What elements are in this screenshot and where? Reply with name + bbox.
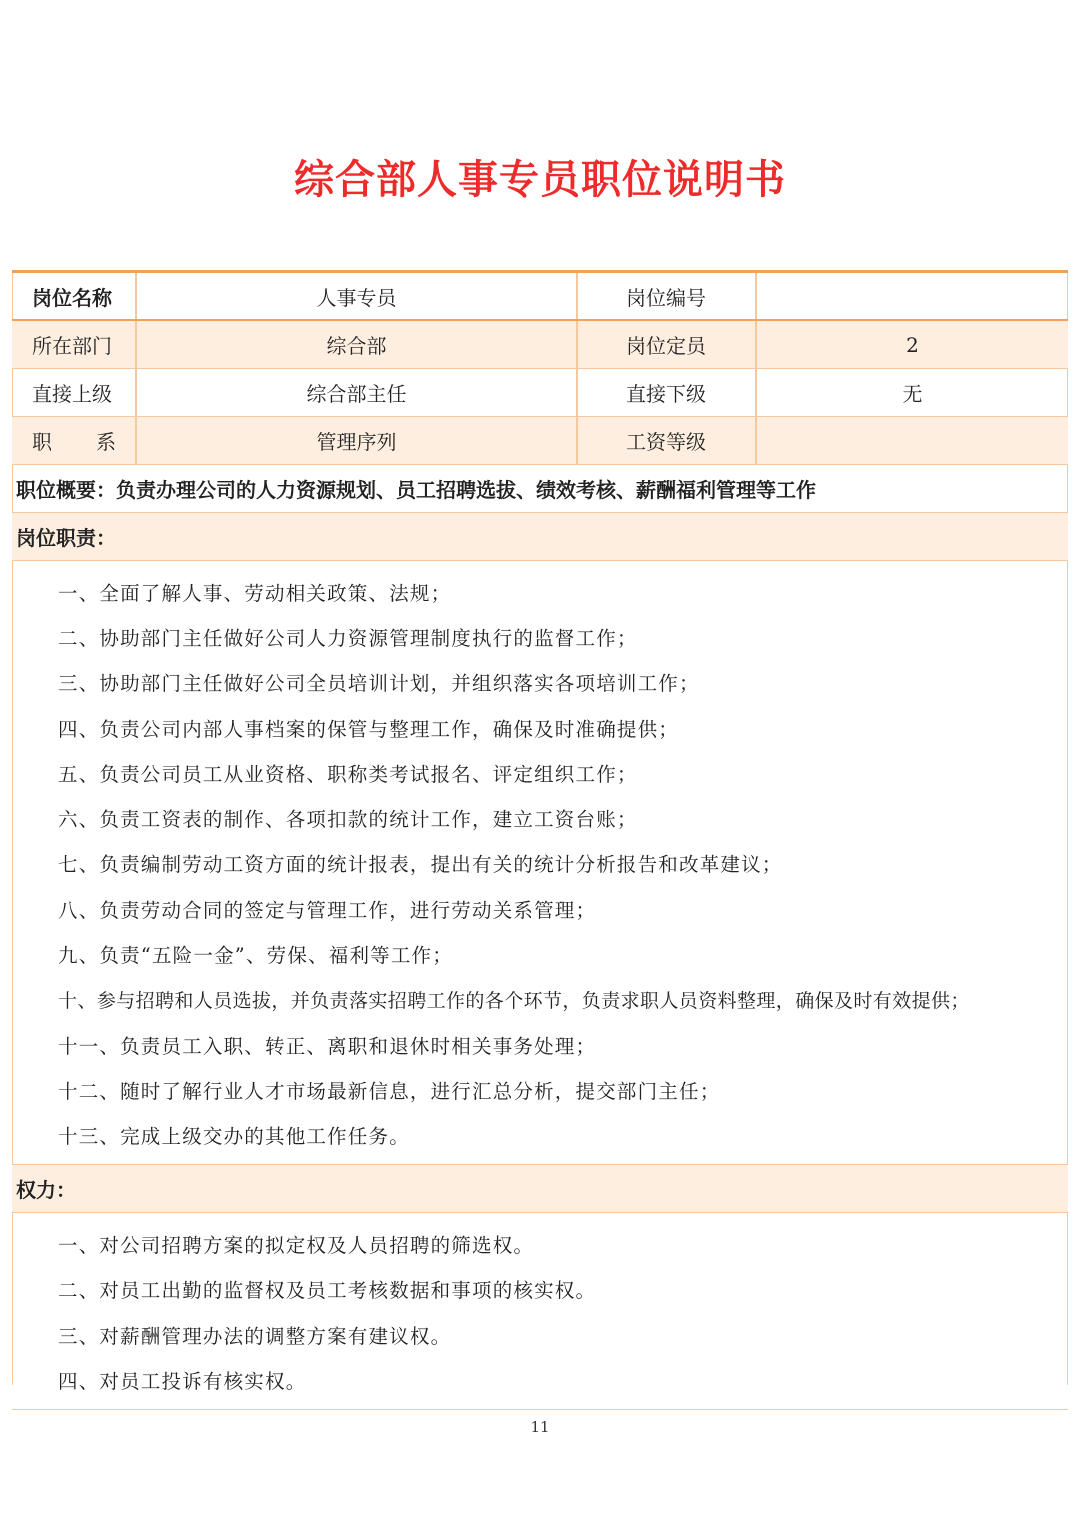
list-item: 四、对员工投诉有核实权。 [58,1370,307,1394]
value-headcount: 2 [906,332,919,357]
label-job-series-char1: 职 [32,430,52,454]
list-item: 三、对薪酬管理办法的调整方案有建议权。 [58,1324,452,1348]
table-row [12,321,1068,369]
document-title: 综合部人事专员职位说明书 [294,157,786,203]
list-item: 七、负责编制劳动工资方面的统计报表，提出有关的统计分析报告和改革建议； [58,853,783,877]
value-salary-grade [757,417,1068,464]
duties-list [12,561,1068,1165]
rights-heading: 权力： [12,1165,1068,1213]
list-item: 五、负责公司员工从业资格、职称类考试报名、评定组织工作； [58,762,638,786]
list-item: 十三、完成上级交办的其他工作任务。 [58,1125,410,1149]
list-item: 十、参与招聘和人员选拔，并负责落实招聘工作的各个环节，负责求职人员资料整理，确保及时有效提供； [58,989,970,1012]
label-job-series [12,417,137,464]
list-item: 三、协助部门主任做好公司全员培训计划，并组织落实各项培训工作； [58,672,700,696]
value-job-series: 管理序列 [137,417,578,464]
label-department: 所在部门 [12,321,137,368]
list-item: 四、负责公司内部人事档案的保管与整理工作，确保及时准确提供； [58,717,680,741]
page-number: 11 [530,1418,550,1436]
label-position-name: 岗位名称 [12,273,137,319]
overview-row: 职位概要：负责办理公司的人力资源规划、员工招聘选拔、绩效考核、薪酬福利管理等工作 [12,465,1068,513]
list-item: 十一、负责员工入职、转正、离职和退休时相关事务处理； [58,1034,597,1058]
duties-heading: 岗位职责： [12,513,1068,561]
list-item: 二、协助部门主任做好公司人力资源管理制度执行的监督工作； [58,626,638,650]
list-item: 二、对员工出勤的监督权及员工考核数据和事项的核实权。 [58,1279,597,1303]
value-position-name: 人事专员 [137,273,578,319]
label-job-series-char2: 系 [96,430,116,454]
value-direct-subordinate: 无 [902,382,923,406]
label-direct-superior: 直接上级 [12,369,137,416]
value-department: 综合部 [137,321,578,368]
list-item: 八、负责劳动合同的签定与管理工作，进行劳动关系管理； [58,898,597,922]
value-position-code [757,273,1068,319]
label-salary-grade: 工资等级 [578,417,757,464]
list-item: 十二、随时了解行业人才市场最新信息，进行汇总分析，提交部门主任； [58,1079,721,1103]
job-description-table [12,270,1068,1410]
table-row [12,273,1068,321]
list-item: 一、全面了解人事、劳动相关政策、法规； [58,581,452,605]
table-row [12,369,1068,417]
list-item: 一、对公司招聘方案的拟定权及人员招聘的筛选权。 [58,1233,535,1257]
list-item: 六、负责工资表的制作、各项扣款的统计工作，建立工资台账； [58,808,638,832]
label-headcount: 岗位定员 [578,321,757,368]
list-item: 九、负责“五险一金”、劳保、福利等工作； [58,944,453,968]
label-position-code: 岗位编号 [578,273,757,319]
label-direct-subordinate: 直接下级 [578,369,757,416]
value-direct-superior: 综合部主任 [137,369,578,416]
table-row [12,417,1068,465]
rights-list [12,1213,1068,1410]
